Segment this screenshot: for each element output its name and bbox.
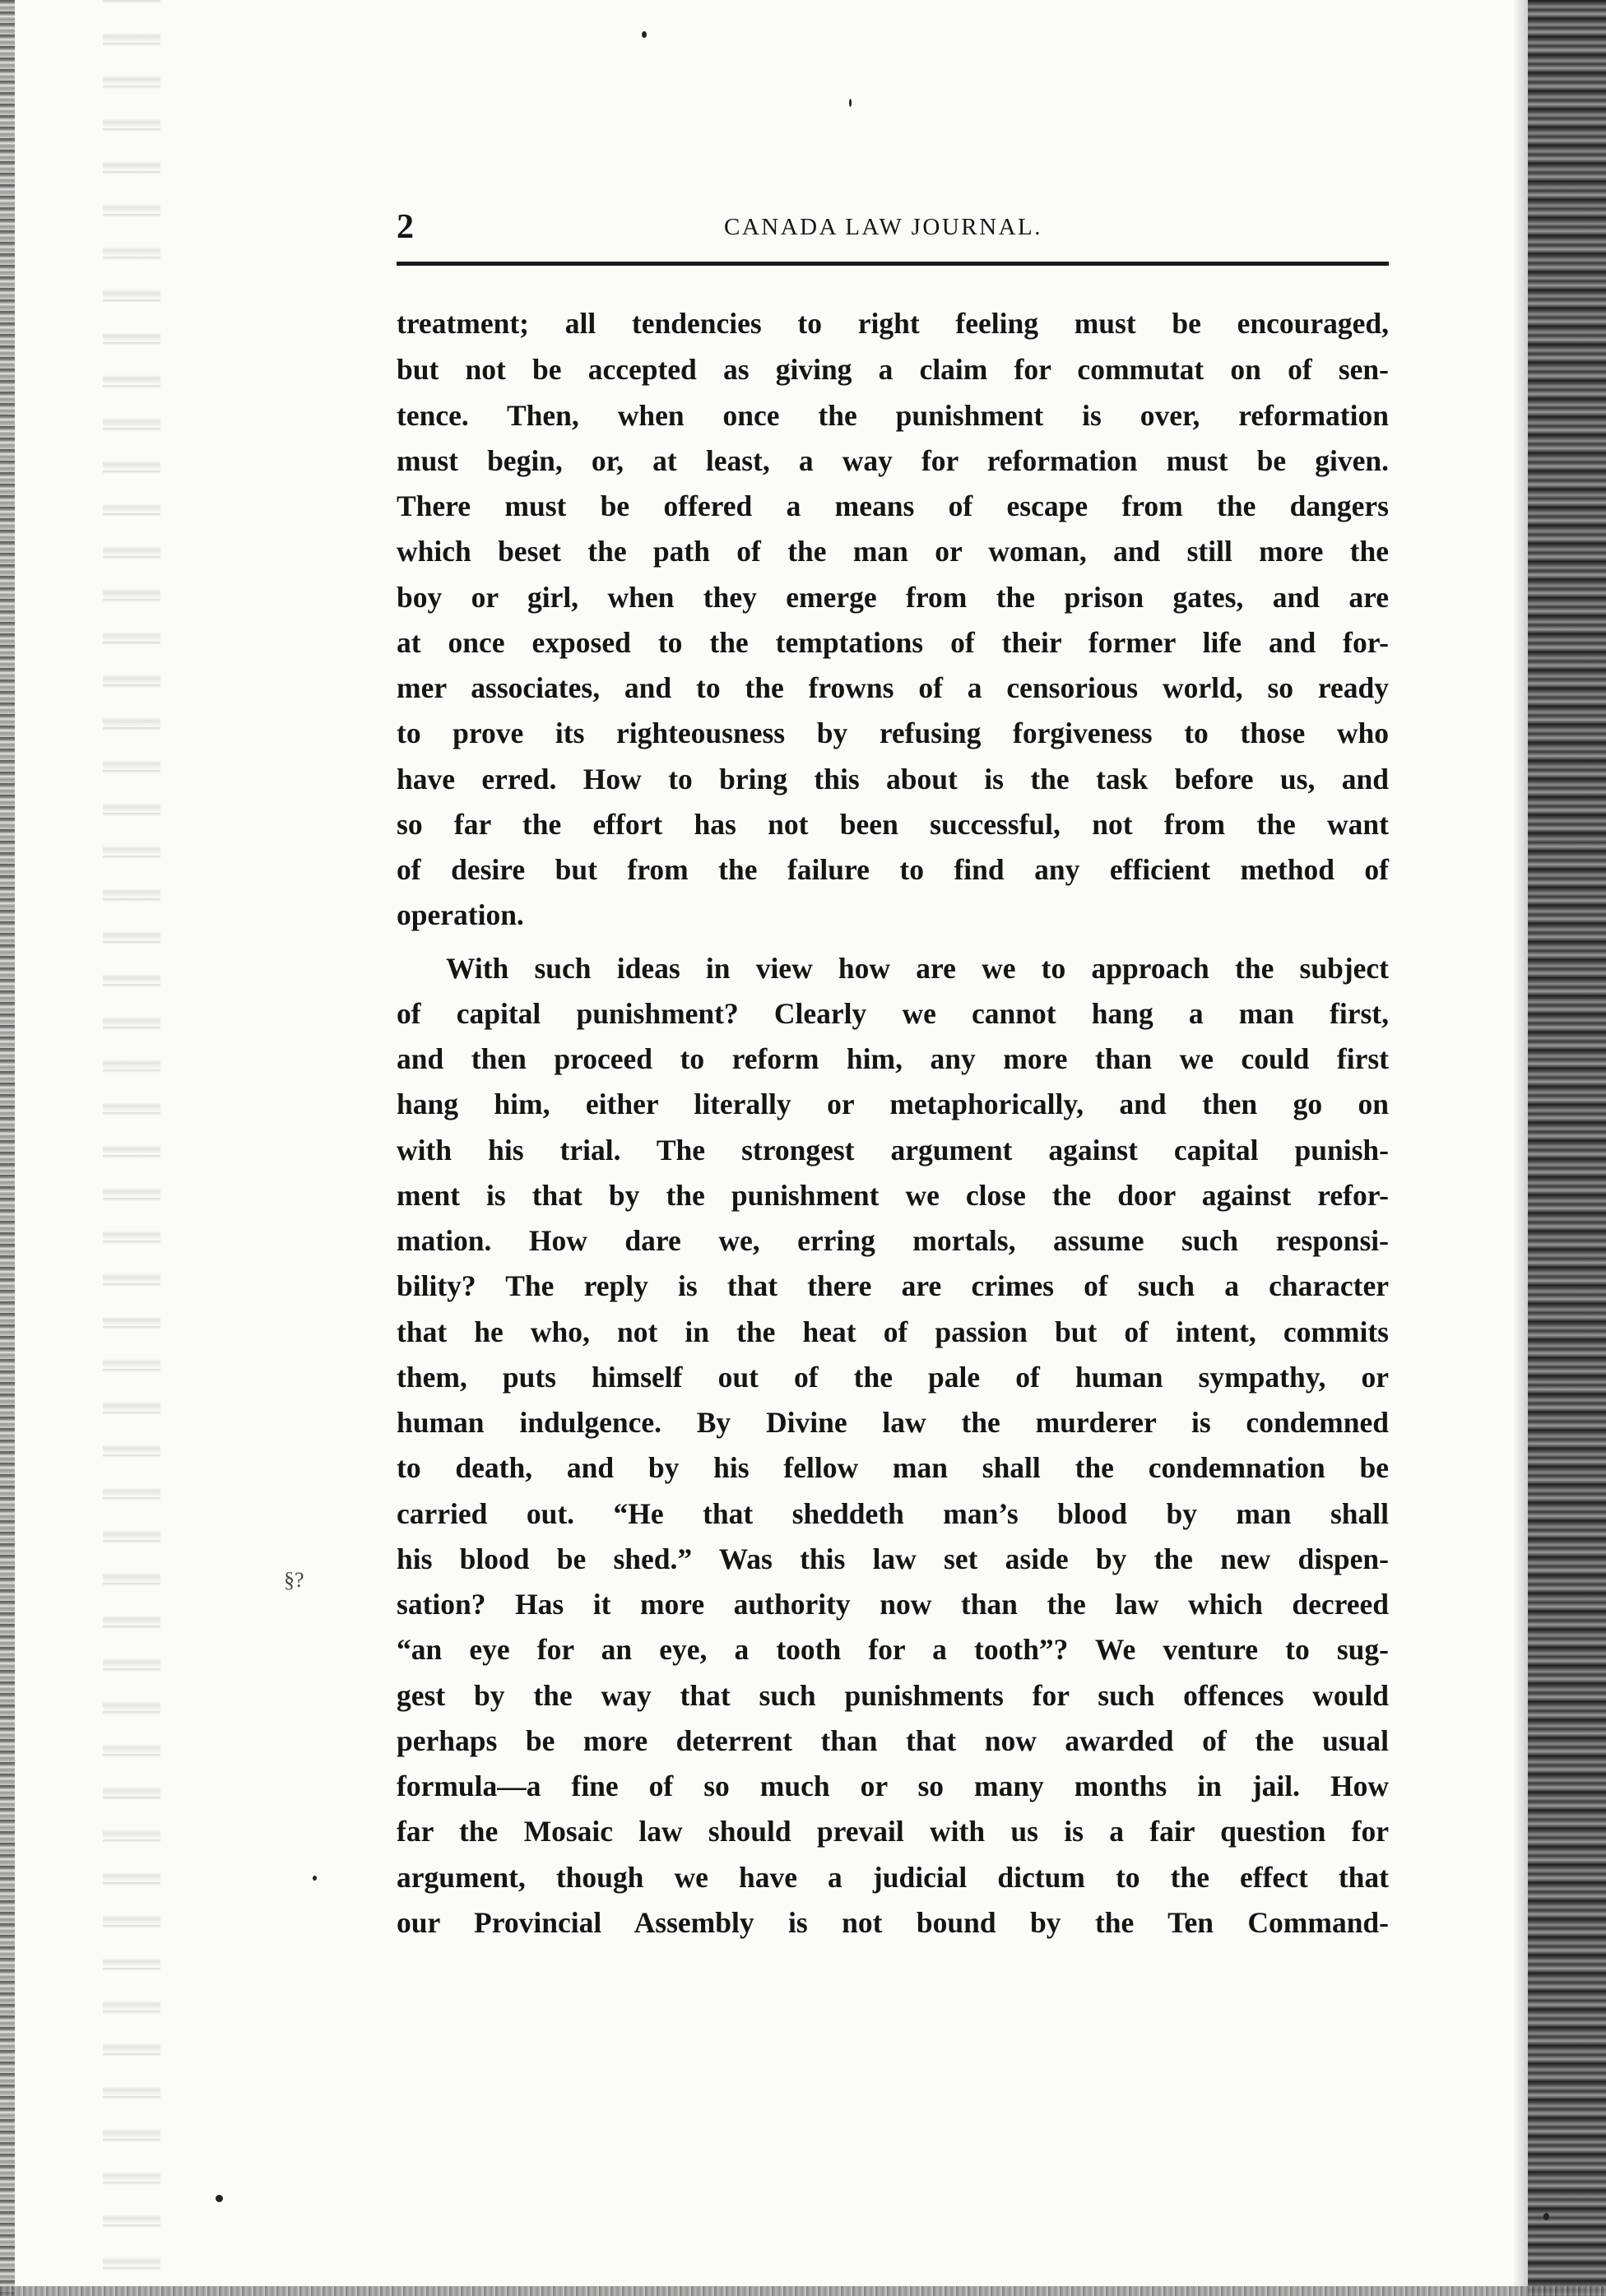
ink-speck xyxy=(642,31,647,38)
scan-left-speckle xyxy=(103,0,160,2296)
running-head: CANADA LAW JOURNAL. xyxy=(724,214,1043,240)
text-line: “an eye for an eye, a tooth for a tooth”? We venture to sug- xyxy=(397,1633,1389,1666)
scan-right-shadow xyxy=(1513,0,1528,2296)
text-line: and then proceed to reform him, any more than we could first xyxy=(397,1042,1389,1075)
text-line: perhaps be more deterrent than that now awarded of the usual xyxy=(397,1724,1389,1757)
text-line: argument, though we have a judicial dictum to the effect that xyxy=(397,1861,1389,1894)
text-line: far the Mosaic law should prevail with us is a fair question for xyxy=(397,1815,1389,1848)
text-line: mer associates, and to the frowns of a censorious world, so ready xyxy=(397,671,1389,704)
text-line: sation? Has it more authority now than the law which decreed xyxy=(397,1588,1389,1621)
text-line: There must be offered a means of escape from the dangers xyxy=(397,489,1389,522)
text-line: at once exposed to the temptations of their former life and for- xyxy=(397,626,1389,659)
scan-right-edge xyxy=(1528,0,1606,2296)
scan-left-edge xyxy=(0,0,15,2296)
ink-speck xyxy=(313,1876,317,1881)
text-line: treatment; all tendencies to right feeling must be encouraged, xyxy=(397,307,1389,340)
text-line: boy or girl, when they emerge from the prison gates, and are xyxy=(397,581,1389,614)
text-line: that he who, not in the heat of passion but of intent, commits xyxy=(397,1315,1389,1348)
text-line: our Provincial Assembly is not bound by the Ten Command- xyxy=(397,1906,1389,1939)
ink-speck xyxy=(216,2195,223,2202)
text-line: hang him, either literally or metaphorically, and then go on xyxy=(397,1088,1389,1120)
text-line: bility? The reply is that there are crimes of such a character xyxy=(397,1269,1389,1302)
text-line: human indulgence. By Divine law the murderer is condemned xyxy=(397,1406,1389,1439)
page-number: 2 xyxy=(397,208,414,246)
text-line: have erred. How to bring this about is the task before us, and xyxy=(397,763,1389,795)
text-line: of capital punishment? Clearly we cannot hang a man first, xyxy=(397,997,1389,1030)
text-line: them, puts himself out of the pale of human sympathy, or xyxy=(397,1361,1389,1394)
text-line: must begin, or, at least, a way for reformation must be given. xyxy=(397,444,1389,477)
margin-annotation: §? xyxy=(284,1568,304,1592)
text-line: to prove its righteousness by refusing forgiveness to those who xyxy=(397,717,1389,749)
text-line: gest by the way that such punishments for such offences would xyxy=(397,1679,1389,1712)
text-line: with his trial. The strongest argument against capital punish- xyxy=(397,1134,1389,1167)
ink-speck xyxy=(849,99,852,107)
text-line: but not be accepted as giving a claim for commutat on of sen- xyxy=(397,353,1389,386)
text-line: which beset the path of the man or woman, and still more the xyxy=(397,535,1389,568)
scan-bottom-edge xyxy=(0,2286,1606,2296)
ink-speck xyxy=(1543,2213,1549,2220)
text-line: tence. Then, when once the punishment is over, reformation xyxy=(397,399,1389,432)
text-line: formula—a fine of so much or so many months in jail. How xyxy=(397,1770,1389,1802)
text-line: ment is that by the punishment we close the door against refor- xyxy=(397,1179,1389,1212)
text-line: so far the effort has not been successful, not from the want xyxy=(397,808,1389,841)
text-line: his blood be shed.” Was this law set aside by the new dispen- xyxy=(397,1542,1389,1575)
text-line: of desire but from the failure to find any efficient method of xyxy=(397,853,1389,886)
paragraph-first-line: With such ideas in view how are we to approach the subject xyxy=(446,952,1389,985)
text-line: to death, and by his fellow man shall the condemnation be xyxy=(397,1451,1389,1484)
header-rule xyxy=(397,262,1389,266)
paragraph-end-line: operation. xyxy=(397,898,524,931)
text-line: mation. How dare we, erring mortals, assume such responsi- xyxy=(397,1224,1389,1257)
text-line: carried out. “He that sheddeth man’s blood by man shall xyxy=(397,1497,1389,1530)
